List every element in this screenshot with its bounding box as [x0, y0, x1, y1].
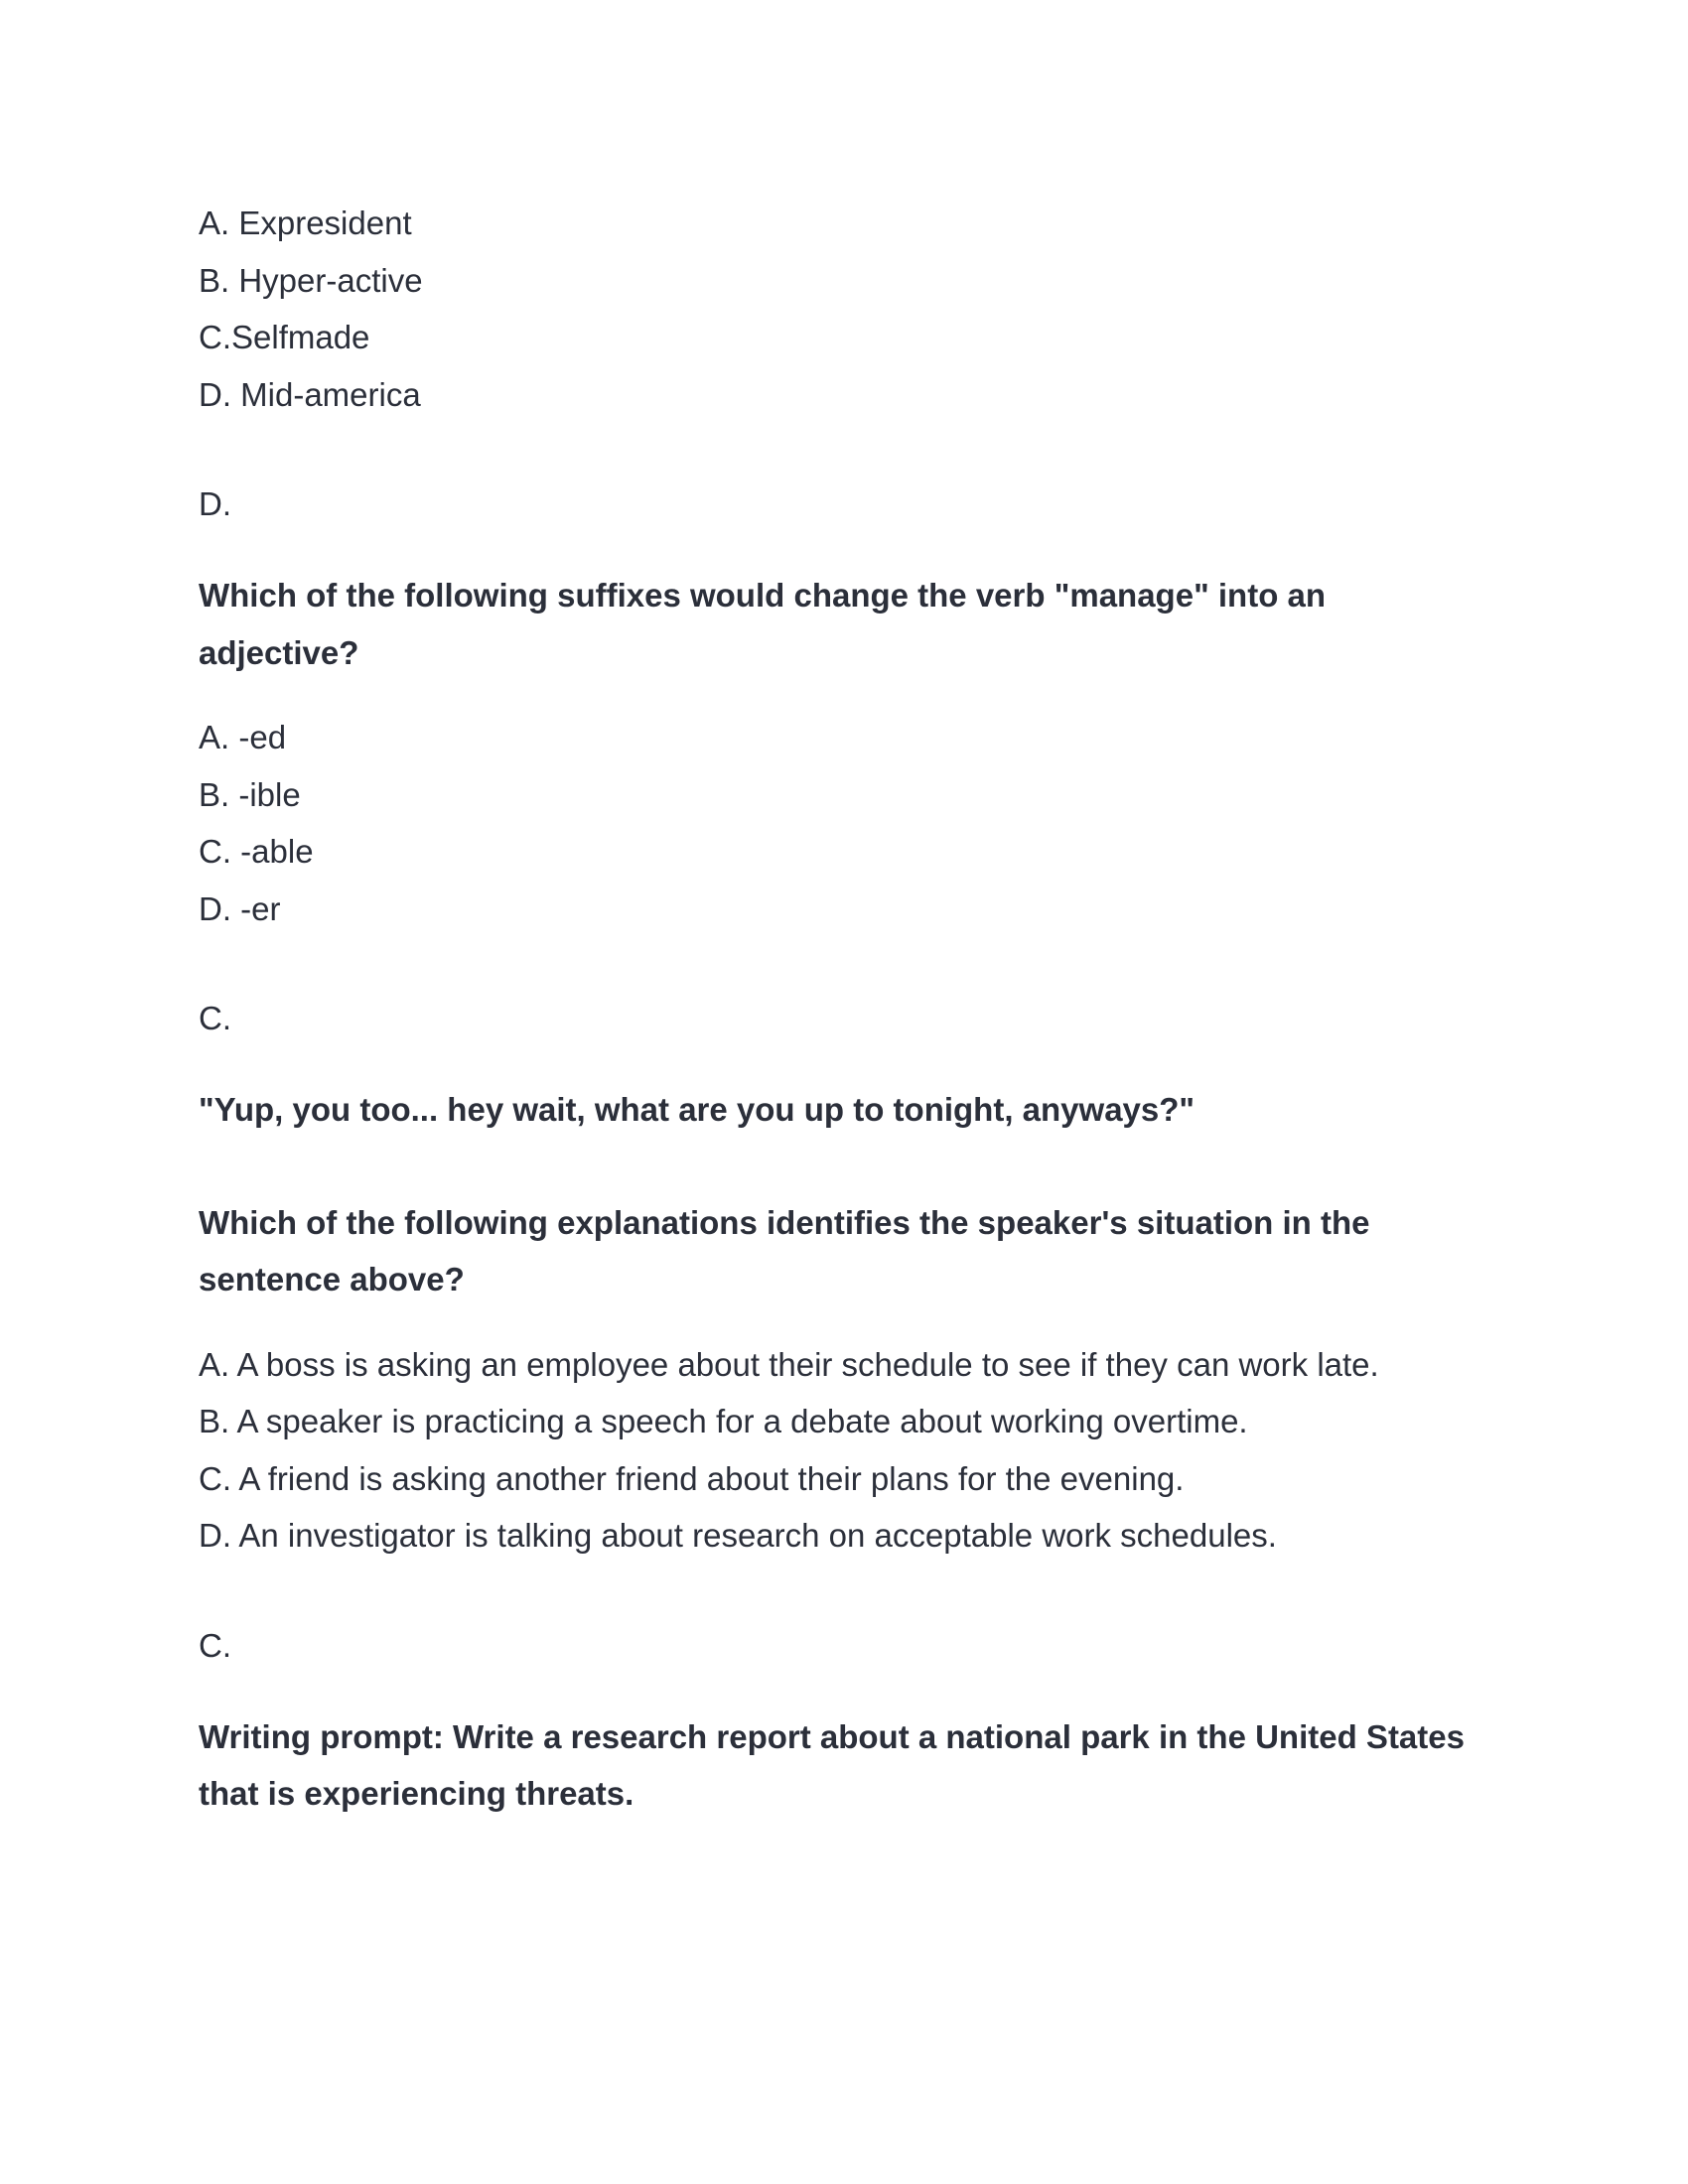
option-b: B. -ible — [199, 775, 301, 813]
option-c: C. A friend is asking another friend about their plans for the evening. — [199, 1459, 1185, 1497]
answer: C. — [199, 1626, 231, 1664]
option-b: B. Hyper-active — [199, 261, 423, 299]
quote-text: "Yup, you too... hey wait, what are you up to tonight, anyways?" — [199, 1091, 1196, 1128]
question-block-3 — [199, 1081, 1489, 1666]
writing-prompt: Writing prompt: Write a research report about a national park in the United States that is experiencing threats. — [199, 1717, 1465, 1812]
option-a: A. Expresident — [199, 205, 412, 241]
question-text: Which of the following suffixes would change the verb "manage" into an adjective? — [199, 577, 1327, 671]
answer: D. — [199, 485, 231, 522]
option-d: D. An investigator is talking about research on acceptable work schedules. — [199, 1517, 1277, 1554]
question-block-1 — [199, 195, 1489, 524]
option-d: D. Mid-america — [199, 375, 421, 413]
question-text: Which of the following explanations identifies the speaker's situation in the sentence above? — [199, 1203, 1370, 1297]
option-b: B. A speaker is practicing a speech for a debate about working overtime. — [199, 1403, 1248, 1439]
option-c: C. -able — [199, 833, 314, 870]
question-block-2 — [199, 567, 1489, 1038]
option-a: A. -ed — [199, 719, 287, 755]
option-c: C.Selfmade — [199, 319, 370, 355]
option-a: A. A boss is asking an employee about their schedule to see if they can work late. — [199, 1345, 1379, 1383]
option-d: D. -er — [199, 889, 281, 927]
document-page — [199, 195, 1489, 1823]
answer: C. — [199, 1000, 231, 1036]
